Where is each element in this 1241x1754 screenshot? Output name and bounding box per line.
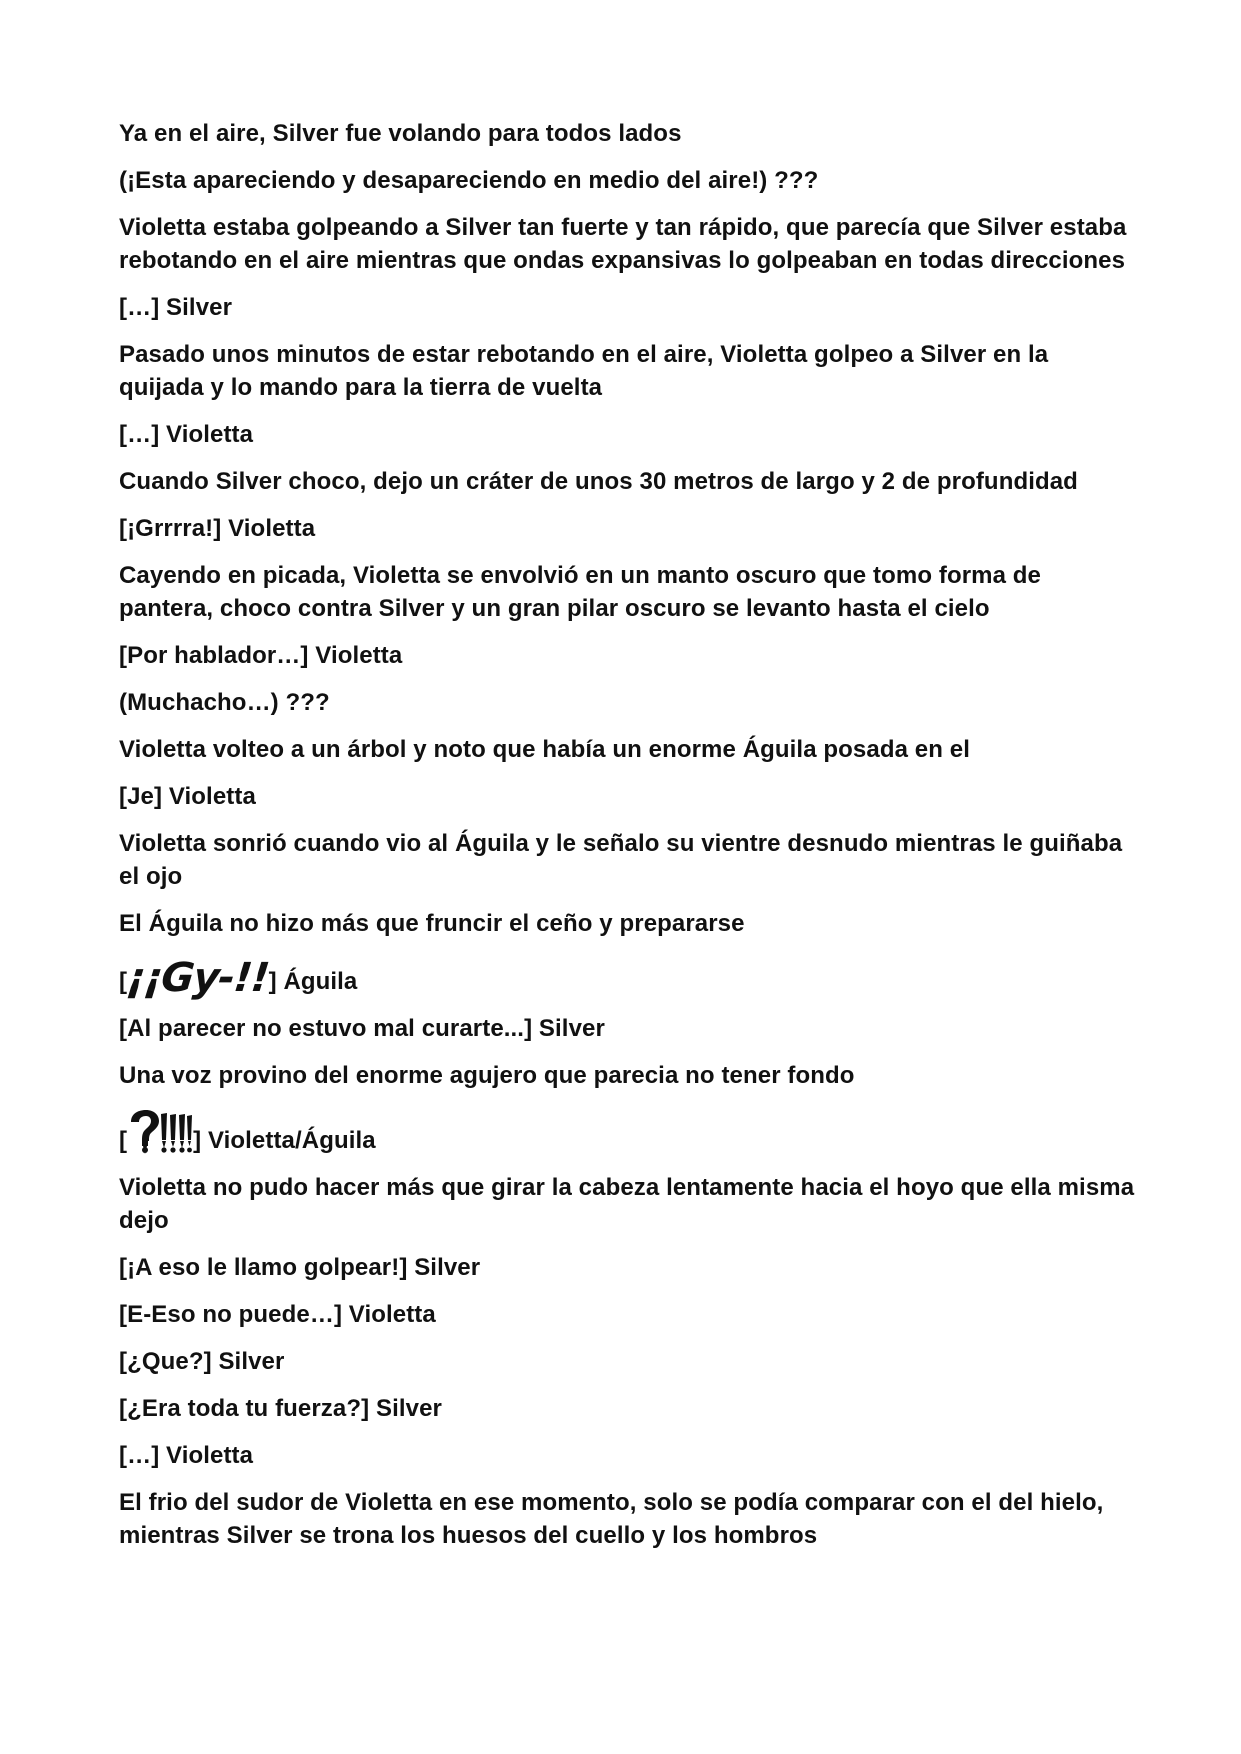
- paragraph: (¡Esta apareciendo y desapareciendo en medio del aire!) ???: [119, 167, 819, 194]
- paragraph: Una voz provino del enorme agujero que parecia no tener fondo: [119, 1062, 855, 1089]
- open-bracket: [: [119, 968, 128, 995]
- paragraph: Violetta estaba golpeando a Silver tan fuerte y tan rápido, que parecía que Silver estaba rebotando en el aire mientras que ondas expansivas lo golpeaban en todas direcciones: [119, 214, 1127, 274]
- speaker-name: Águila: [276, 968, 358, 995]
- sound-effect-text: ¡¡Gy-!!: [124, 955, 271, 1001]
- paragraph: El Águila no hizo más que fruncir el ceño y prepararse: [119, 910, 745, 937]
- close-bracket: ]: [193, 1127, 202, 1154]
- sfx-dialogue-line: [119, 955, 1139, 1002]
- drippy-exclamation-sfx-icon: [127, 1110, 193, 1154]
- paragraph: [E-Eso no puede…] Violetta: [119, 1301, 436, 1328]
- paragraph: […] Violetta: [119, 421, 254, 448]
- paragraph: […] Silver: [119, 294, 233, 321]
- paragraph: [¿Que?] Silver: [119, 1348, 285, 1375]
- paragraph: [¡Grrrra!] Violetta: [119, 515, 316, 542]
- paragraph: [Je] Violetta: [119, 783, 256, 810]
- paragraph: Ya en el aire, Silver fue volando para todos lados: [119, 120, 682, 147]
- paragraph: […] Violetta: [119, 1442, 254, 1469]
- paragraph: [Al parecer no estuvo mal curarte...] Silver: [119, 1015, 605, 1042]
- paragraph: El frio del sudor de Violetta en ese momento, solo se podía comparar con el del hielo, mientras Silver se trona los huesos del cuello y los hombros: [119, 1489, 1104, 1549]
- paragraph: [¿Era toda tu fuerza?] Silver: [119, 1395, 442, 1422]
- open-bracket: [: [119, 1127, 128, 1154]
- paragraph: Violetta no pudo hacer más que girar la cabeza lentamente hacia el hoyo que ella misma dejo: [119, 1174, 1135, 1234]
- paragraph: [Por hablador…] Violetta: [119, 642, 403, 669]
- paragraph: Violetta volteo a un árbol y noto que había un enorme Águila posada en el: [119, 736, 970, 763]
- paragraph: [¡A eso le llamo golpear!] Silver: [119, 1254, 481, 1281]
- close-bracket: ]: [268, 968, 277, 995]
- document-body: [119, 117, 1139, 1566]
- paragraph: Cayendo en picada, Violetta se envolvió en un manto oscuro que tomo forma de pantera, choco contra Silver y un gran pilar oscuro se levanto hasta el cielo: [119, 562, 1042, 622]
- paragraph: Cuando Silver choco, dejo un cráter de unos 30 metros de largo y 2 de profundidad: [119, 468, 1078, 495]
- speaker-name: Violetta/Águila: [201, 1127, 376, 1154]
- sfx-dialogue-line: [119, 1110, 1139, 1161]
- paragraph: Violetta sonrió cuando vio al Águila y le señalo su vientre desnudo mientras le guiñaba el ojo: [119, 830, 1123, 890]
- paragraph: Pasado unos minutos de estar rebotando en el aire, Violetta golpeo a Silver en la quijada y lo mando para la tierra de vuelta: [119, 341, 1049, 401]
- paragraph: (Muchacho…) ???: [119, 689, 330, 716]
